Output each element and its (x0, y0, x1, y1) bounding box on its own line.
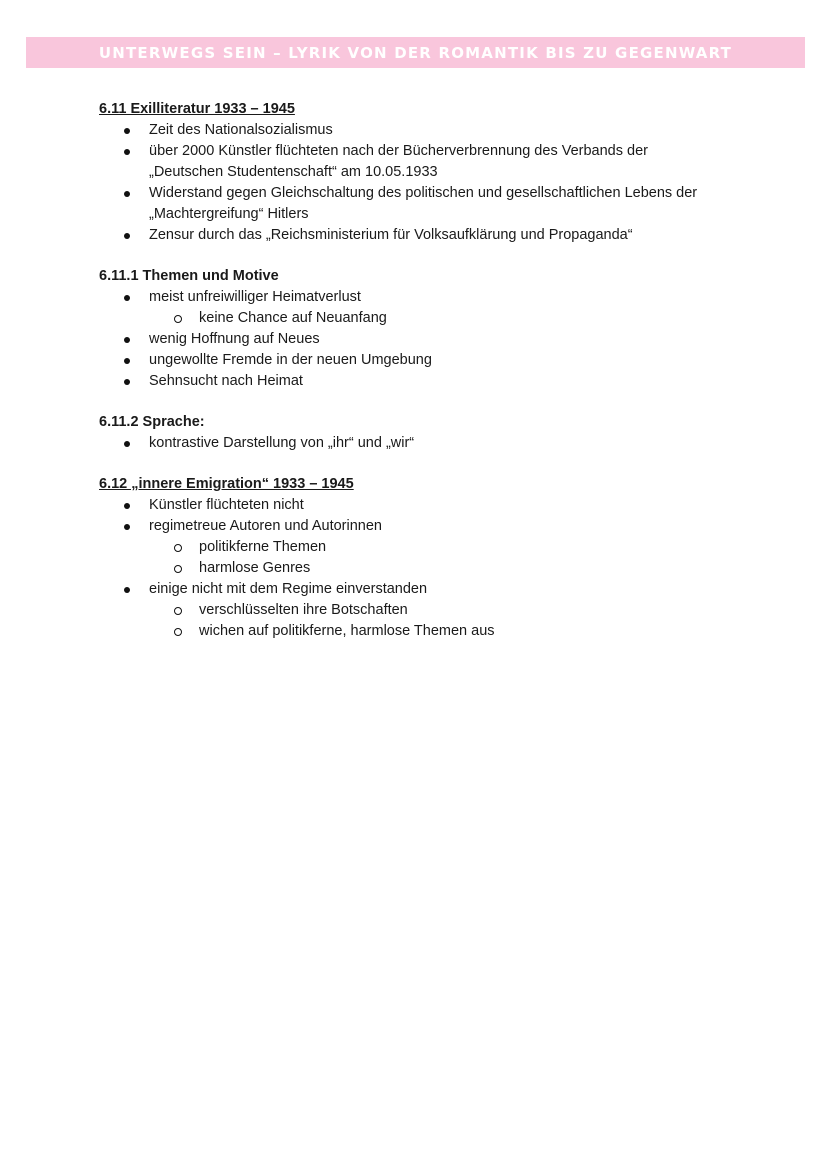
list-item-text: über 2000 Künstler flüchteten nach der Bücherverbrennung des Verbands der (149, 143, 648, 159)
list-item (99, 183, 779, 225)
bullet-icon (124, 295, 130, 301)
list-item-text-continued: „Deutschen Studentenschaft“ am 10.05.1933 (149, 164, 438, 180)
sub-list-item (99, 600, 779, 621)
bullet-icon (124, 587, 130, 593)
section-heading: 6.11.1 Themen und Motive (99, 268, 279, 284)
section-heading: 6.11.2 Sprache: (99, 414, 205, 430)
list-item-text: ungewollte Fremde in der neuen Umgebung (149, 352, 432, 368)
list-item-text: meist unfreiwilliger Heimatverlust (149, 289, 361, 305)
section-innere-emigration (99, 474, 779, 642)
section-heading: 6.11 Exilliteratur 1933 – 1945 (99, 101, 295, 117)
circle-bullet-icon (174, 607, 182, 615)
document-body (99, 99, 779, 662)
section-exilliteratur (99, 99, 779, 246)
section-heading: 6.12 „innere Emigration“ 1933 – 1945 (99, 476, 354, 492)
sub-list-item (99, 537, 779, 558)
list-item (99, 120, 779, 141)
list-item (99, 225, 779, 246)
bullet-icon (124, 441, 130, 447)
list-item-text: regimetreue Autoren und Autorinnen (149, 518, 382, 534)
sub-list-item-text: keine Chance auf Neuanfang (199, 310, 387, 326)
bullet-icon (124, 233, 130, 239)
list-item (99, 433, 779, 454)
list-item (99, 516, 779, 537)
circle-bullet-icon (174, 628, 182, 636)
list-item-text-continued: „Machtergreifung“ Hitlers (149, 206, 309, 222)
list-item-text: Künstler flüchteten nicht (149, 497, 304, 513)
bullet-icon (124, 379, 130, 385)
bullet-icon (124, 128, 130, 134)
bullet-icon (124, 503, 130, 509)
list-item (99, 329, 779, 350)
bullet-icon (124, 149, 130, 155)
list-item (99, 371, 779, 392)
list-item-text: kontrastive Darstellung von „ihr“ und „wir“ (149, 435, 415, 451)
list-item (99, 495, 779, 516)
list-item (99, 287, 779, 308)
list-item (99, 579, 779, 600)
bullet-list (99, 495, 779, 642)
section-sprache (99, 412, 779, 454)
list-item-text: einige nicht mit dem Regime einverstanden (149, 581, 428, 597)
bullet-list (99, 120, 779, 246)
bullet-icon (124, 524, 130, 530)
bullet-icon (124, 337, 130, 343)
sub-list-item-text: politikferne Themen (199, 539, 327, 555)
sub-list-item-text: wichen auf politikferne, harmlose Themen aus (199, 623, 495, 639)
sub-list-item (99, 308, 779, 329)
section-themen-motive (99, 266, 779, 392)
list-item-text: Widerstand gegen Gleichschaltung des politischen und gesellschaftlichen Lebens der (149, 185, 698, 201)
circle-bullet-icon (174, 315, 182, 323)
sub-list-item-text: harmlose Genres (199, 560, 311, 576)
list-item-text: Zeit des Nationalsozialismus (149, 122, 333, 138)
sub-list-item (99, 621, 779, 642)
circle-bullet-icon (174, 565, 182, 573)
bullet-icon (124, 191, 130, 197)
bullet-list (99, 287, 779, 392)
list-item-text: Zensur durch das „Reichsministerium für Volksaufklärung und Propaganda“ (149, 227, 633, 243)
list-item (99, 141, 779, 183)
sub-list-item (99, 558, 779, 579)
header-banner (26, 37, 805, 68)
page-title: UNTERWEGS SEIN – LYRIK VON DER ROMANTIK BIS ZU GEGENWART (98, 43, 733, 62)
list-item-text: wenig Hoffnung auf Neues (149, 331, 320, 347)
bullet-list (99, 433, 779, 454)
sub-list-item-text: verschlüsselten ihre Botschaften (199, 602, 408, 618)
list-item-text: Sehnsucht nach Heimat (149, 373, 303, 389)
bullet-icon (124, 358, 130, 364)
circle-bullet-icon (174, 544, 182, 552)
list-item (99, 350, 779, 371)
